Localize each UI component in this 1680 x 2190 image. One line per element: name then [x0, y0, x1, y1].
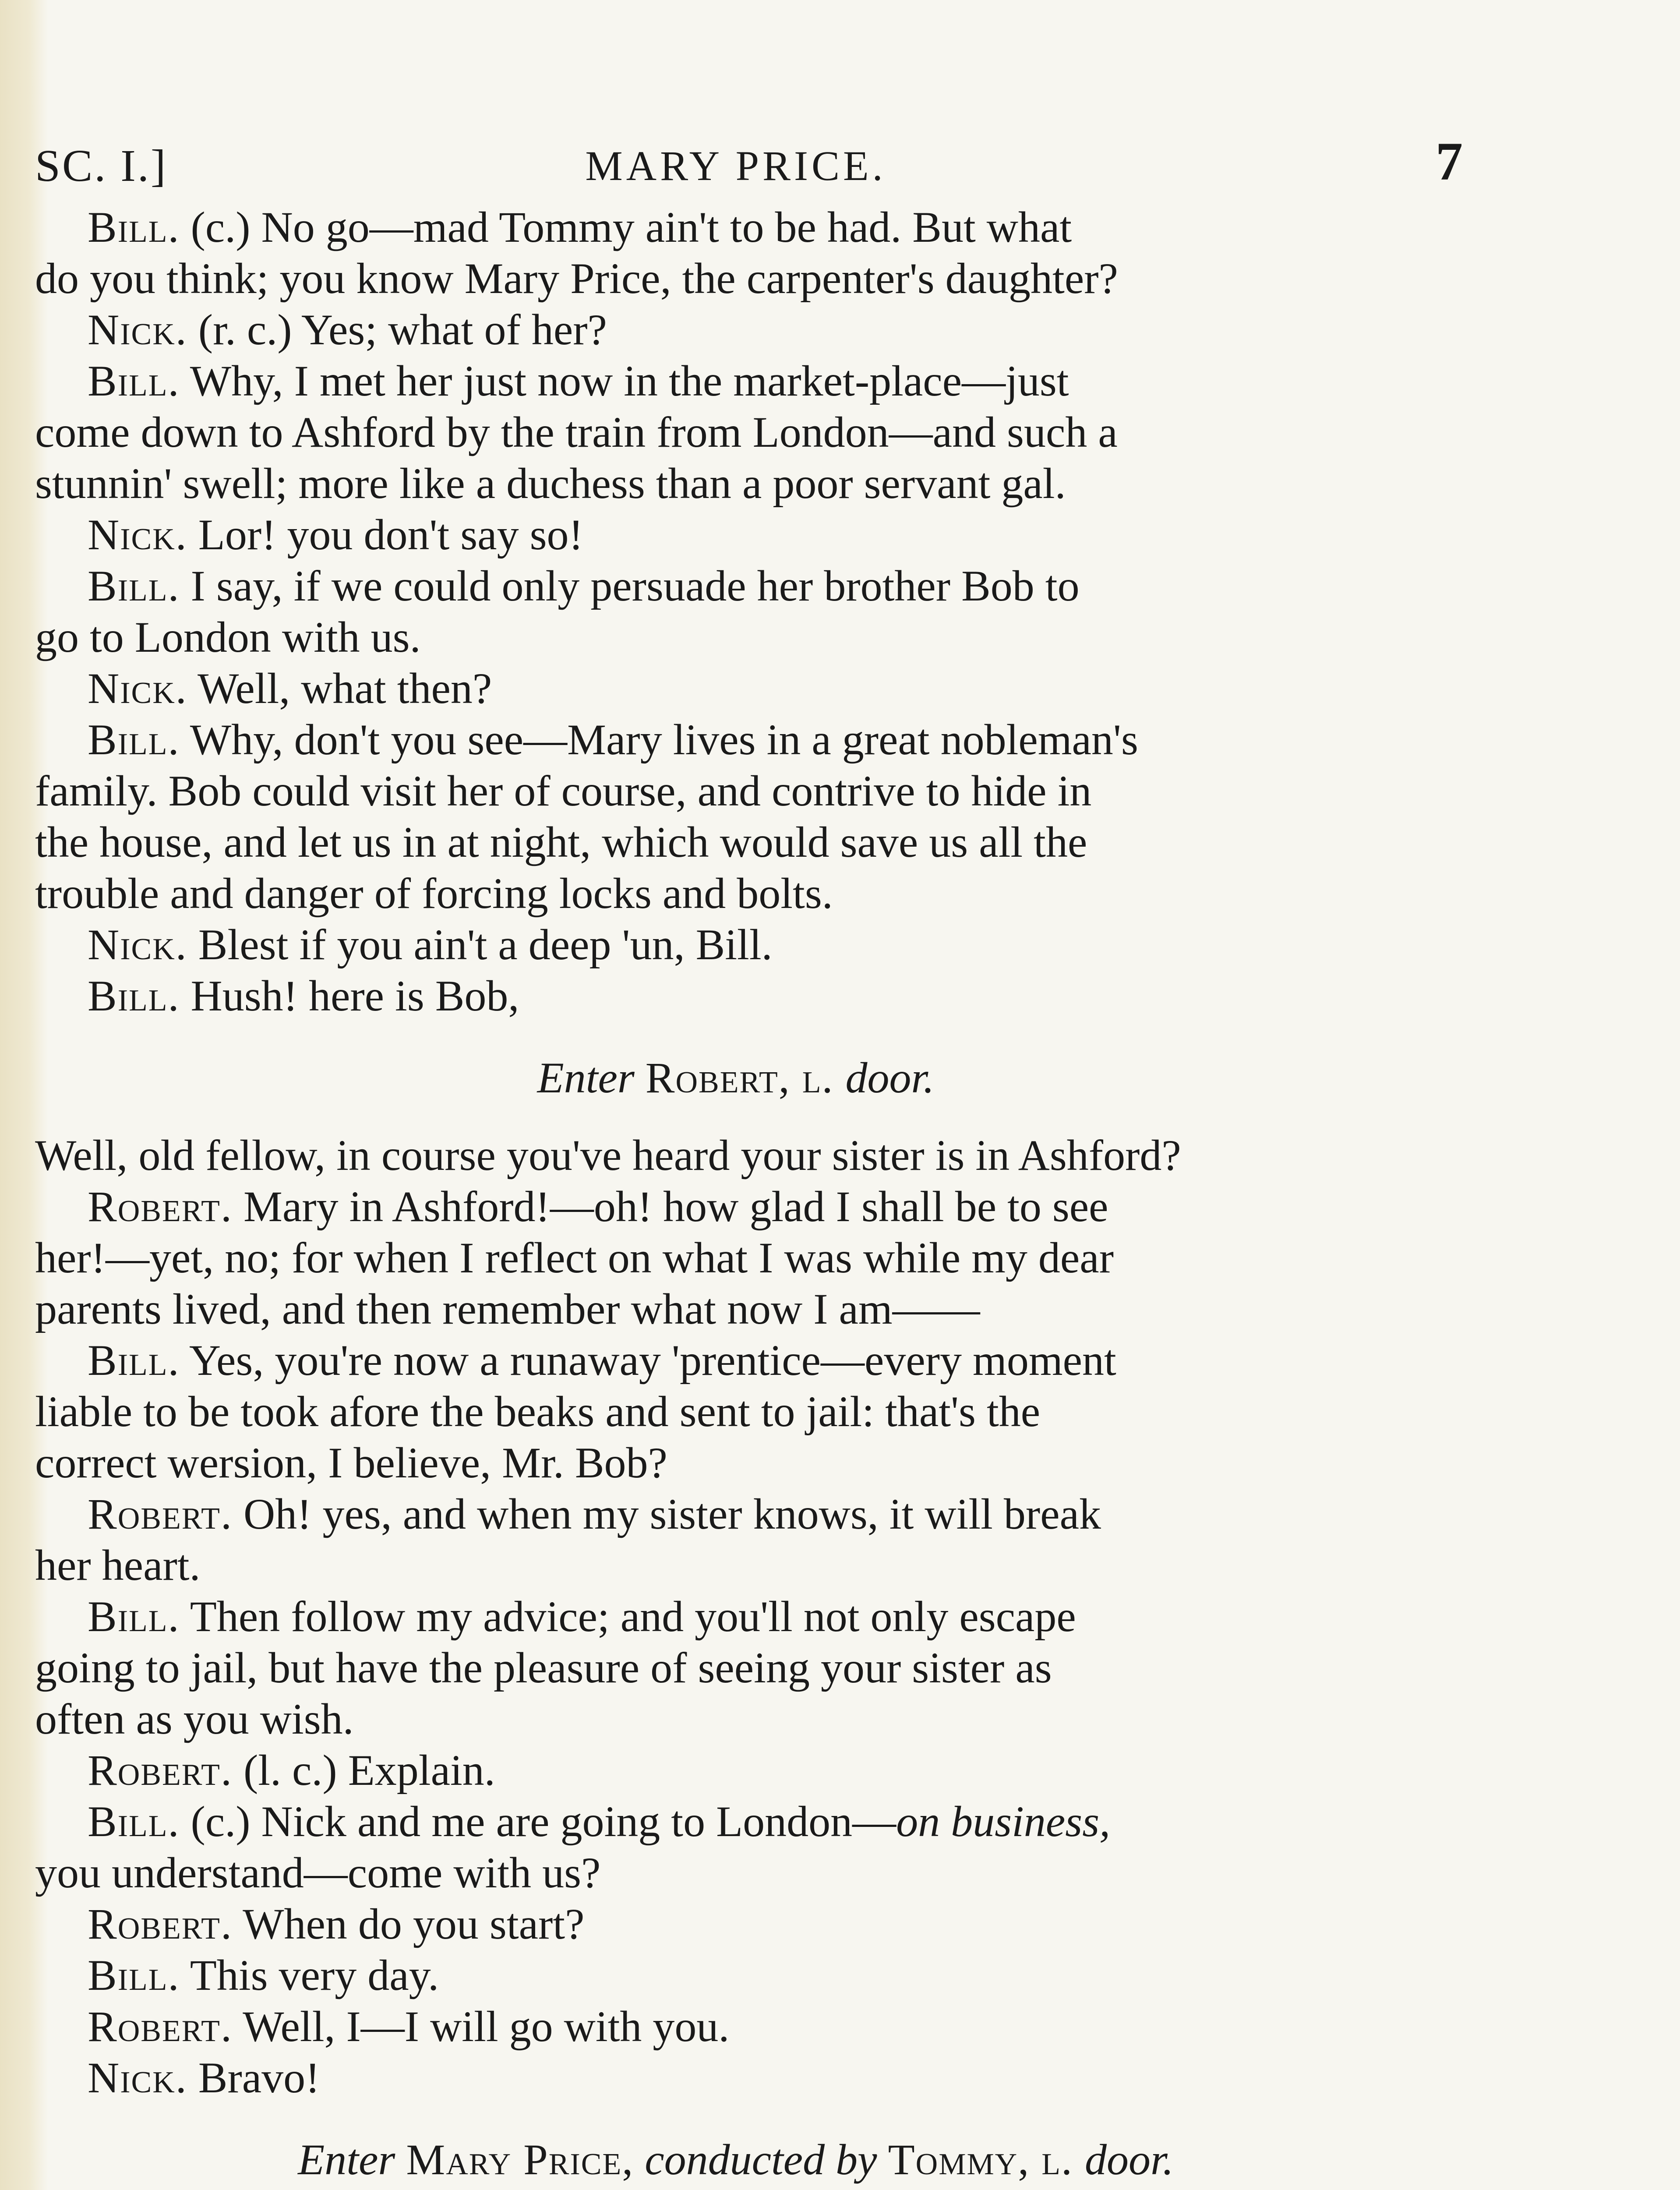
speaker-name: Nick. [88, 664, 187, 713]
speech-continuation-line: the house, and let us in at night, which would save us all the [35, 818, 1087, 866]
speech-line [35, 2052, 1436, 2103]
speech-continuation-line: come down to Ashford by the train from London—and such a [35, 408, 1118, 456]
speech-line [35, 304, 1436, 355]
speaker-name: Bill. [88, 203, 180, 251]
speech-text: Why, don't you see—Mary lives in a great nobleman's [180, 715, 1138, 764]
speech-line [35, 1335, 1436, 1386]
speech-line [35, 714, 1436, 765]
speech-line [35, 970, 1436, 1021]
speaker-name: Bill. [88, 971, 180, 1020]
speech-line [35, 919, 1436, 970]
running-header [35, 131, 1463, 201]
speech-italic: on business, [896, 1797, 1111, 1846]
speech-continuation-line: stunnin' swell; more like a duchess than a poor servant gal. [35, 459, 1066, 508]
speech-text: Oh! yes, and when my sister knows, it will break [232, 1490, 1101, 1538]
speech-text: Then follow my advice; and you'll not only escape [180, 1592, 1076, 1641]
speech-text: Hush! here is Bob, [180, 971, 519, 1020]
stage-door: door. [1085, 2135, 1174, 2184]
speech-line [35, 1796, 1436, 1847]
speaker-name: Robert. [88, 1182, 233, 1231]
speech-line [35, 1898, 1436, 1950]
speech-text: I say, if we could only persuade her brother Bob to [180, 562, 1080, 610]
stage-position: l. [1030, 2135, 1085, 2184]
speaker-name: Robert. [88, 2002, 233, 2051]
speech-text: When do you start? [232, 1900, 585, 1948]
stage-conducted-by: conducted by [645, 2135, 877, 2184]
speech-line [35, 355, 1436, 406]
speech-continuation-line: family. Bob could visit her of course, and contrive to hide in [35, 766, 1092, 815]
stage-door: door. [845, 1053, 935, 1102]
stage-character-2: Tommy, [888, 2135, 1030, 2184]
speech-text: Why, I met her just now in the market-place—just [180, 357, 1069, 405]
speech-continuation-line: parents lived, and then remember what now I am—— [35, 1285, 980, 1333]
speech-line [35, 2001, 1436, 2052]
page-number: 7 [1436, 131, 1463, 191]
speech-text: Mary in Ashford!—oh! how glad I shall be to see [232, 1182, 1108, 1231]
speech-text: (l. c.) Explain. [232, 1746, 495, 1794]
speech-continuation-line: you understand—come with us? [35, 1848, 601, 1897]
running-title: MARY PRICE. [585, 142, 886, 189]
speech-continuation-line: liable to be took afore the beaks and sent to jail: that's the [35, 1387, 1041, 1436]
dialogue-block-2 [35, 1130, 1436, 2103]
speech-line [35, 1591, 1436, 1642]
speech-text: This very day. [180, 1951, 439, 1999]
speaker-name: Nick. [88, 920, 187, 969]
scene-marker: SC. I.] [35, 141, 168, 191]
dialogue-block-1 [35, 201, 1436, 1021]
speech-continuation-line: Well, old fellow, in course you've heard your sister is in Ashford? [35, 1131, 1181, 1180]
speech-line [35, 560, 1436, 611]
speaker-name: Nick. [88, 305, 187, 354]
stage-enter: Enter [298, 2135, 395, 2184]
speech-continuation-line: her heart. [35, 1541, 201, 1590]
speech-continuation-line: her!—yet, no; for when I reflect on what I was while my dear [35, 1233, 1114, 1282]
stage-character: Robert [645, 1053, 779, 1102]
speech-text: Well, I—I will go with you. [232, 2002, 730, 2051]
speech-text: Blest if you ain't a deep 'un, Bill. [187, 920, 773, 969]
speech-line [35, 1745, 1436, 1796]
speech-text: (r. c.) Yes; what of her? [187, 305, 607, 354]
speech-text: Well, what then? [187, 664, 492, 713]
speech-line [35, 509, 1436, 560]
speaker-name: Bill. [88, 357, 180, 405]
stage-position: , l. [778, 1053, 846, 1102]
speaker-name: Bill. [88, 1951, 180, 1999]
speech-line [35, 663, 1436, 714]
stage-direction-mary-enters [35, 2134, 1436, 2185]
speech-text: Bravo! [187, 2053, 320, 2102]
speaker-name: Robert. [88, 1746, 233, 1794]
speaker-name: Bill. [88, 1336, 180, 1385]
speech-continuation-line: going to jail, but have the pleasure of seeing your sister as [35, 1643, 1052, 1692]
book-page [35, 131, 1463, 2190]
speech-line [35, 1488, 1436, 1540]
speech-line [35, 1950, 1436, 2001]
speaker-name: Robert. [88, 1490, 233, 1538]
speech-text: (c.) Nick and me are going to London— [180, 1797, 896, 1846]
speech-line [35, 1181, 1436, 1232]
speech-continuation-line: do you think; you know Mary Price, the carpenter's daughter? [35, 254, 1118, 303]
speech-continuation-line: go to London with us. [35, 613, 421, 661]
speech-text: (c.) No go—mad Tommy ain't to be had. But what [180, 203, 1072, 251]
speech-text: Lor! you don't say so! [187, 510, 583, 559]
speech-continuation-line: often as you wish. [35, 1695, 354, 1743]
speaker-name: Nick. [88, 2053, 187, 2102]
stage-character: Mary Price, [406, 2135, 634, 2184]
speaker-name: Bill. [88, 1797, 180, 1846]
speaker-name: Bill. [88, 715, 180, 764]
speaker-name: Bill. [88, 562, 180, 610]
stage-enter: Enter [537, 1053, 635, 1102]
speech-line [35, 201, 1436, 253]
speaker-name: Nick. [88, 510, 187, 559]
speaker-name: Robert. [88, 1900, 233, 1948]
speaker-name: Bill. [88, 1592, 180, 1641]
speech-continuation-line: correct wersion, I believe, Mr. Bob? [35, 1438, 667, 1487]
speech-text: Yes, you're now a runaway 'prentice—every moment [180, 1336, 1116, 1385]
stage-direction-robert-enters [35, 1052, 1436, 1103]
speech-continuation-line: trouble and danger of forcing locks and bolts. [35, 869, 833, 918]
